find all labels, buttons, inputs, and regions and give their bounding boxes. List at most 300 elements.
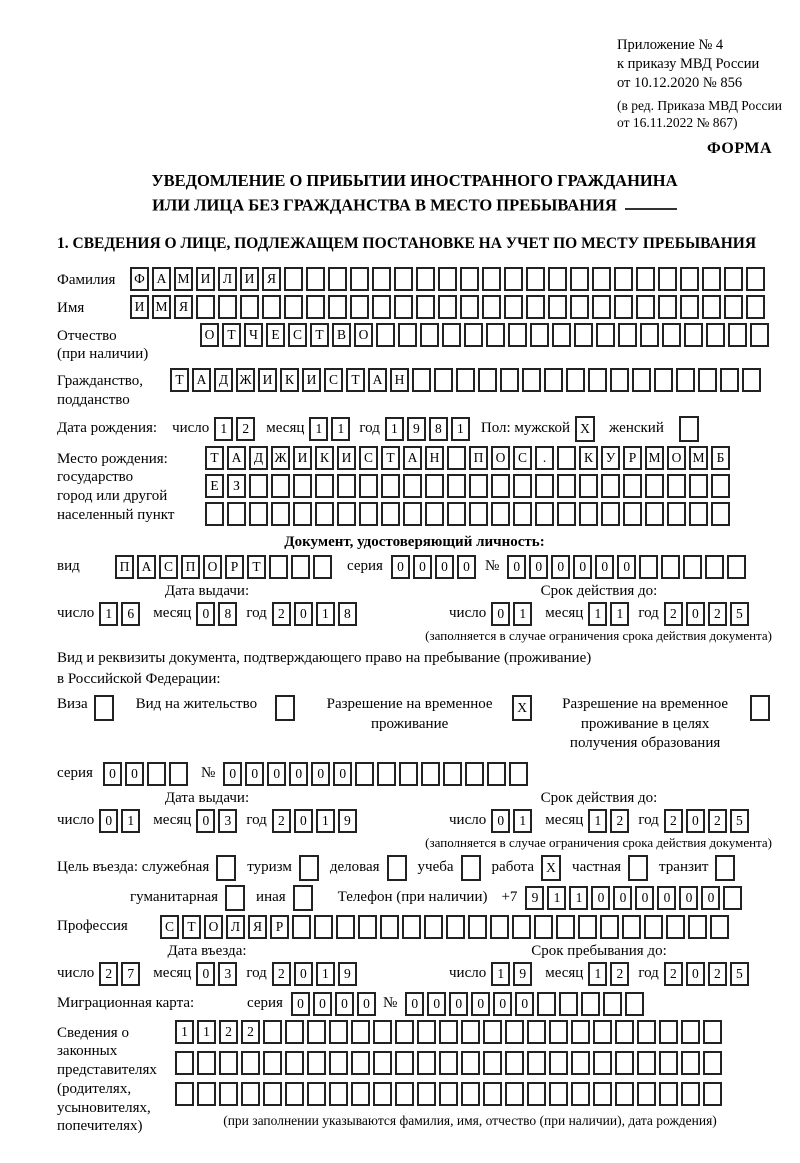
char-box[interactable] bbox=[373, 1020, 392, 1044]
char-box[interactable] bbox=[574, 323, 593, 347]
char-box[interactable] bbox=[513, 502, 532, 526]
char-box[interactable]: 1 bbox=[513, 809, 532, 833]
char-box[interactable] bbox=[412, 368, 431, 392]
char-box[interactable] bbox=[372, 295, 391, 319]
char-box[interactable]: 0 bbox=[196, 602, 215, 626]
char-box[interactable] bbox=[355, 762, 374, 786]
char-box[interactable]: 0 bbox=[196, 809, 215, 833]
char-box[interactable]: 1 bbox=[197, 1020, 216, 1044]
birth-day-input[interactable] bbox=[214, 417, 258, 441]
char-box[interactable] bbox=[469, 474, 488, 498]
char-box[interactable]: И bbox=[240, 267, 259, 291]
char-box[interactable] bbox=[592, 267, 611, 291]
char-box[interactable]: 0 bbox=[635, 886, 654, 910]
char-box[interactable] bbox=[530, 323, 549, 347]
char-box[interactable]: Д bbox=[214, 368, 233, 392]
char-box[interactable]: 0 bbox=[294, 809, 313, 833]
char-box[interactable]: В bbox=[332, 323, 351, 347]
char-box[interactable]: И bbox=[196, 267, 215, 291]
char-box[interactable]: Т bbox=[310, 323, 329, 347]
char-box[interactable]: 5 bbox=[730, 962, 749, 986]
char-box[interactable] bbox=[658, 295, 677, 319]
char-box[interactable]: 0 bbox=[617, 555, 636, 579]
char-box[interactable] bbox=[659, 1082, 678, 1106]
char-box[interactable] bbox=[399, 762, 418, 786]
char-box[interactable] bbox=[395, 1020, 414, 1044]
char-box[interactable]: 2 bbox=[241, 1020, 260, 1044]
char-box[interactable] bbox=[637, 1051, 656, 1075]
char-box[interactable] bbox=[513, 474, 532, 498]
char-box[interactable] bbox=[548, 295, 567, 319]
char-box[interactable] bbox=[425, 474, 444, 498]
char-box[interactable] bbox=[421, 762, 440, 786]
char-box[interactable]: О bbox=[200, 323, 219, 347]
char-box[interactable] bbox=[504, 295, 523, 319]
char-box[interactable]: 2 bbox=[272, 809, 291, 833]
char-box[interactable]: 0 bbox=[313, 992, 332, 1016]
purpose-other-checkbox[interactable] bbox=[293, 885, 313, 911]
birth-year-input[interactable] bbox=[385, 417, 473, 441]
char-box[interactable] bbox=[398, 323, 417, 347]
stay-until-day[interactable] bbox=[491, 962, 535, 986]
char-box[interactable] bbox=[684, 323, 703, 347]
char-box[interactable]: 0 bbox=[427, 992, 446, 1016]
char-box[interactable] bbox=[637, 1082, 656, 1106]
char-box[interactable]: 0 bbox=[491, 809, 510, 833]
char-box[interactable] bbox=[351, 1082, 370, 1106]
char-box[interactable] bbox=[618, 323, 637, 347]
char-box[interactable] bbox=[417, 1020, 436, 1044]
char-box[interactable]: 2 bbox=[708, 962, 727, 986]
char-box[interactable] bbox=[588, 368, 607, 392]
char-box[interactable] bbox=[262, 295, 281, 319]
char-box[interactable]: М bbox=[689, 446, 708, 470]
char-box[interactable] bbox=[683, 555, 702, 579]
char-box[interactable] bbox=[350, 295, 369, 319]
char-box[interactable] bbox=[667, 502, 686, 526]
char-box[interactable] bbox=[559, 992, 578, 1016]
char-box[interactable] bbox=[284, 295, 303, 319]
char-box[interactable] bbox=[175, 1051, 194, 1075]
char-box[interactable] bbox=[241, 1051, 260, 1075]
char-box[interactable] bbox=[614, 267, 633, 291]
char-box[interactable] bbox=[500, 368, 519, 392]
char-box[interactable] bbox=[420, 323, 439, 347]
char-box[interactable]: 1 bbox=[316, 809, 335, 833]
birth-month-input[interactable] bbox=[309, 417, 353, 441]
birthplace-input-row2[interactable] bbox=[205, 474, 733, 498]
char-box[interactable]: Т bbox=[346, 368, 365, 392]
char-box[interactable]: 8 bbox=[338, 602, 357, 626]
char-box[interactable] bbox=[329, 1051, 348, 1075]
char-box[interactable]: 1 bbox=[99, 602, 118, 626]
surname-input[interactable] bbox=[130, 267, 768, 291]
char-box[interactable] bbox=[486, 323, 505, 347]
char-box[interactable] bbox=[469, 502, 488, 526]
char-box[interactable] bbox=[680, 295, 699, 319]
char-box[interactable] bbox=[337, 474, 356, 498]
char-box[interactable]: 1 bbox=[491, 962, 510, 986]
char-box[interactable] bbox=[593, 1082, 612, 1106]
char-box[interactable]: 9 bbox=[338, 809, 357, 833]
char-box[interactable] bbox=[372, 267, 391, 291]
char-box[interactable] bbox=[447, 446, 466, 470]
mc-series-input[interactable] bbox=[291, 992, 379, 1016]
char-box[interactable] bbox=[504, 267, 523, 291]
char-box[interactable] bbox=[544, 368, 563, 392]
char-box[interactable] bbox=[424, 915, 443, 939]
char-box[interactable] bbox=[402, 915, 421, 939]
char-box[interactable]: 0 bbox=[391, 555, 410, 579]
char-box[interactable] bbox=[527, 1051, 546, 1075]
char-box[interactable] bbox=[487, 762, 506, 786]
stay-issue-day[interactable] bbox=[99, 809, 143, 833]
char-box[interactable] bbox=[359, 474, 378, 498]
char-box[interactable]: 0 bbox=[196, 962, 215, 986]
char-box[interactable] bbox=[196, 295, 215, 319]
citizenship-input[interactable] bbox=[170, 368, 764, 392]
char-box[interactable] bbox=[552, 323, 571, 347]
char-box[interactable] bbox=[728, 323, 747, 347]
char-box[interactable]: Т bbox=[205, 446, 224, 470]
doc-number-input[interactable] bbox=[507, 555, 749, 579]
char-box[interactable]: 3 bbox=[218, 809, 237, 833]
char-box[interactable] bbox=[601, 502, 620, 526]
char-box[interactable]: 2 bbox=[708, 809, 727, 833]
entry-month[interactable] bbox=[196, 962, 240, 986]
char-box[interactable]: А bbox=[227, 446, 246, 470]
char-box[interactable] bbox=[711, 502, 730, 526]
char-box[interactable]: 0 bbox=[449, 992, 468, 1016]
char-box[interactable]: 1 bbox=[547, 886, 566, 910]
char-box[interactable] bbox=[350, 267, 369, 291]
char-box[interactable]: Я bbox=[174, 295, 193, 319]
char-box[interactable] bbox=[417, 1082, 436, 1106]
char-box[interactable] bbox=[249, 474, 268, 498]
char-box[interactable]: Р bbox=[270, 915, 289, 939]
char-box[interactable] bbox=[614, 295, 633, 319]
char-box[interactable] bbox=[680, 267, 699, 291]
char-box[interactable] bbox=[667, 474, 686, 498]
rvp-checkbox[interactable]: X bbox=[512, 695, 532, 721]
char-box[interactable] bbox=[293, 474, 312, 498]
id-expiry-day[interactable] bbox=[491, 602, 535, 626]
char-box[interactable] bbox=[659, 1051, 678, 1075]
profession-input[interactable] bbox=[160, 915, 732, 939]
char-box[interactable] bbox=[622, 915, 641, 939]
char-box[interactable] bbox=[315, 474, 334, 498]
char-box[interactable] bbox=[373, 1082, 392, 1106]
char-box[interactable]: 2 bbox=[219, 1020, 238, 1044]
char-box[interactable] bbox=[746, 295, 765, 319]
char-box[interactable]: К bbox=[280, 368, 299, 392]
char-box[interactable] bbox=[456, 368, 475, 392]
char-box[interactable] bbox=[698, 368, 717, 392]
char-box[interactable]: О bbox=[667, 446, 686, 470]
stay-expiry-day[interactable] bbox=[491, 809, 535, 833]
char-box[interactable] bbox=[566, 368, 585, 392]
birthplace-input-row3[interactable] bbox=[205, 502, 733, 526]
char-box[interactable]: 8 bbox=[218, 602, 237, 626]
char-box[interactable] bbox=[416, 267, 435, 291]
char-box[interactable]: Н bbox=[390, 368, 409, 392]
char-box[interactable] bbox=[526, 267, 545, 291]
char-box[interactable]: М bbox=[645, 446, 664, 470]
char-box[interactable] bbox=[615, 1082, 634, 1106]
char-box[interactable]: М bbox=[152, 295, 171, 319]
char-box[interactable] bbox=[720, 368, 739, 392]
char-box[interactable]: Л bbox=[218, 267, 237, 291]
char-box[interactable] bbox=[197, 1082, 216, 1106]
char-box[interactable]: 0 bbox=[613, 886, 632, 910]
visa-checkbox[interactable] bbox=[94, 695, 114, 721]
char-box[interactable] bbox=[271, 502, 290, 526]
char-box[interactable] bbox=[623, 502, 642, 526]
char-box[interactable]: 1 bbox=[610, 602, 629, 626]
char-box[interactable]: 0 bbox=[591, 886, 610, 910]
char-box[interactable] bbox=[394, 267, 413, 291]
char-box[interactable] bbox=[240, 295, 259, 319]
char-box[interactable] bbox=[359, 502, 378, 526]
char-box[interactable] bbox=[534, 915, 553, 939]
char-box[interactable] bbox=[439, 1051, 458, 1075]
char-box[interactable] bbox=[337, 502, 356, 526]
char-box[interactable] bbox=[596, 323, 615, 347]
char-box[interactable] bbox=[285, 1082, 304, 1106]
char-box[interactable] bbox=[658, 267, 677, 291]
char-box[interactable] bbox=[442, 323, 461, 347]
char-box[interactable] bbox=[661, 555, 680, 579]
char-box[interactable]: 0 bbox=[333, 762, 352, 786]
char-box[interactable] bbox=[417, 1051, 436, 1075]
char-box[interactable]: 0 bbox=[595, 555, 614, 579]
char-box[interactable] bbox=[483, 1082, 502, 1106]
char-box[interactable]: 1 bbox=[588, 809, 607, 833]
char-box[interactable]: 0 bbox=[529, 555, 548, 579]
char-box[interactable] bbox=[403, 502, 422, 526]
char-box[interactable]: Ч bbox=[244, 323, 263, 347]
char-box[interactable]: 0 bbox=[551, 555, 570, 579]
char-box[interactable] bbox=[380, 915, 399, 939]
id-issue-day[interactable] bbox=[99, 602, 143, 626]
char-box[interactable] bbox=[557, 502, 576, 526]
char-box[interactable] bbox=[557, 446, 576, 470]
representatives-input-row3[interactable] bbox=[175, 1082, 725, 1106]
char-box[interactable]: И bbox=[130, 295, 149, 319]
purpose-study-checkbox[interactable] bbox=[461, 855, 481, 881]
char-box[interactable] bbox=[640, 323, 659, 347]
char-box[interactable] bbox=[689, 502, 708, 526]
char-box[interactable] bbox=[505, 1051, 524, 1075]
char-box[interactable] bbox=[490, 915, 509, 939]
char-box[interactable]: 5 bbox=[730, 602, 749, 626]
char-box[interactable] bbox=[219, 1082, 238, 1106]
char-box[interactable] bbox=[703, 1051, 722, 1075]
char-box[interactable]: П bbox=[181, 555, 200, 579]
purpose-transit-checkbox[interactable] bbox=[715, 855, 735, 881]
char-box[interactable]: Д bbox=[249, 446, 268, 470]
char-box[interactable]: 6 bbox=[121, 602, 140, 626]
char-box[interactable] bbox=[314, 915, 333, 939]
char-box[interactable] bbox=[632, 368, 651, 392]
char-box[interactable] bbox=[269, 555, 288, 579]
char-box[interactable]: 0 bbox=[657, 886, 676, 910]
char-box[interactable] bbox=[446, 915, 465, 939]
char-box[interactable] bbox=[438, 295, 457, 319]
char-box[interactable] bbox=[491, 474, 510, 498]
char-box[interactable] bbox=[654, 368, 673, 392]
char-box[interactable]: Б bbox=[711, 446, 730, 470]
char-box[interactable]: Н bbox=[425, 446, 444, 470]
char-box[interactable] bbox=[394, 295, 413, 319]
char-box[interactable]: 0 bbox=[335, 992, 354, 1016]
char-box[interactable]: 0 bbox=[294, 962, 313, 986]
purpose-private-checkbox[interactable] bbox=[628, 855, 648, 881]
char-box[interactable] bbox=[703, 1020, 722, 1044]
char-box[interactable]: 0 bbox=[491, 602, 510, 626]
char-box[interactable] bbox=[549, 1020, 568, 1044]
char-box[interactable]: 1 bbox=[316, 962, 335, 986]
char-box[interactable] bbox=[468, 915, 487, 939]
char-box[interactable] bbox=[205, 502, 224, 526]
char-box[interactable]: У bbox=[601, 446, 620, 470]
char-box[interactable] bbox=[461, 1051, 480, 1075]
char-box[interactable] bbox=[710, 915, 729, 939]
char-box[interactable]: 0 bbox=[223, 762, 242, 786]
char-box[interactable]: 0 bbox=[103, 762, 122, 786]
char-box[interactable] bbox=[491, 502, 510, 526]
char-box[interactable] bbox=[461, 1020, 480, 1044]
char-box[interactable] bbox=[689, 474, 708, 498]
char-box[interactable] bbox=[593, 1051, 612, 1075]
char-box[interactable]: 0 bbox=[679, 886, 698, 910]
residence-permit-checkbox[interactable] bbox=[275, 695, 295, 721]
char-box[interactable]: 0 bbox=[493, 992, 512, 1016]
char-box[interactable] bbox=[465, 762, 484, 786]
char-box[interactable] bbox=[373, 1051, 392, 1075]
char-box[interactable]: 9 bbox=[407, 417, 426, 441]
stay-expiry-month[interactable] bbox=[588, 809, 632, 833]
char-box[interactable]: 1 bbox=[451, 417, 470, 441]
char-box[interactable]: И bbox=[258, 368, 277, 392]
char-box[interactable] bbox=[395, 1051, 414, 1075]
char-box[interactable] bbox=[439, 1082, 458, 1106]
char-box[interactable]: 2 bbox=[610, 809, 629, 833]
char-box[interactable] bbox=[447, 502, 466, 526]
char-box[interactable] bbox=[306, 295, 325, 319]
char-box[interactable]: 0 bbox=[125, 762, 144, 786]
char-box[interactable]: Р bbox=[623, 446, 642, 470]
char-box[interactable]: 2 bbox=[610, 962, 629, 986]
char-box[interactable]: 1 bbox=[513, 602, 532, 626]
char-box[interactable]: Т bbox=[247, 555, 266, 579]
char-box[interactable]: Т bbox=[170, 368, 189, 392]
char-box[interactable]: З bbox=[227, 474, 246, 498]
char-box[interactable]: 9 bbox=[338, 962, 357, 986]
char-box[interactable] bbox=[447, 474, 466, 498]
char-box[interactable]: Л bbox=[226, 915, 245, 939]
char-box[interactable] bbox=[285, 1051, 304, 1075]
char-box[interactable]: 2 bbox=[99, 962, 118, 986]
char-box[interactable] bbox=[381, 502, 400, 526]
char-box[interactable] bbox=[681, 1051, 700, 1075]
char-box[interactable] bbox=[263, 1051, 282, 1075]
char-box[interactable] bbox=[600, 915, 619, 939]
char-box[interactable] bbox=[645, 502, 664, 526]
char-box[interactable] bbox=[639, 555, 658, 579]
char-box[interactable] bbox=[307, 1082, 326, 1106]
char-box[interactable] bbox=[505, 1020, 524, 1044]
char-box[interactable]: А bbox=[192, 368, 211, 392]
char-box[interactable] bbox=[508, 323, 527, 347]
char-box[interactable] bbox=[527, 1082, 546, 1106]
char-box[interactable] bbox=[636, 267, 655, 291]
char-box[interactable] bbox=[219, 1051, 238, 1075]
char-box[interactable]: К bbox=[579, 446, 598, 470]
char-box[interactable] bbox=[535, 502, 554, 526]
char-box[interactable] bbox=[395, 1082, 414, 1106]
char-box[interactable]: 0 bbox=[405, 992, 424, 1016]
char-box[interactable]: 2 bbox=[236, 417, 255, 441]
char-box[interactable] bbox=[315, 502, 334, 526]
char-box[interactable] bbox=[579, 502, 598, 526]
char-box[interactable]: 2 bbox=[664, 962, 683, 986]
char-box[interactable] bbox=[615, 1020, 634, 1044]
char-box[interactable] bbox=[702, 295, 721, 319]
char-box[interactable] bbox=[284, 267, 303, 291]
char-box[interactable]: 1 bbox=[309, 417, 328, 441]
char-box[interactable] bbox=[512, 915, 531, 939]
char-box[interactable] bbox=[483, 1020, 502, 1044]
char-box[interactable]: Ф bbox=[130, 267, 149, 291]
char-box[interactable]: С bbox=[513, 446, 532, 470]
char-box[interactable] bbox=[636, 295, 655, 319]
char-box[interactable]: Т bbox=[381, 446, 400, 470]
doc-series-input[interactable] bbox=[391, 555, 479, 579]
char-box[interactable]: 1 bbox=[316, 602, 335, 626]
char-box[interactable]: С bbox=[359, 446, 378, 470]
char-box[interactable]: С bbox=[160, 915, 179, 939]
char-box[interactable]: 0 bbox=[471, 992, 490, 1016]
char-box[interactable]: 0 bbox=[515, 992, 534, 1016]
char-box[interactable]: П bbox=[115, 555, 134, 579]
stay-series-input[interactable] bbox=[103, 762, 191, 786]
char-box[interactable] bbox=[478, 368, 497, 392]
char-box[interactable]: 0 bbox=[267, 762, 286, 786]
entry-day[interactable] bbox=[99, 962, 143, 986]
char-box[interactable] bbox=[328, 295, 347, 319]
char-box[interactable] bbox=[688, 915, 707, 939]
char-box[interactable] bbox=[571, 1082, 590, 1106]
id-issue-month[interactable] bbox=[196, 602, 240, 626]
char-box[interactable] bbox=[336, 915, 355, 939]
char-box[interactable] bbox=[727, 555, 746, 579]
char-box[interactable] bbox=[750, 323, 769, 347]
char-box[interactable]: А bbox=[403, 446, 422, 470]
purpose-tourism-checkbox[interactable] bbox=[299, 855, 319, 881]
char-box[interactable] bbox=[241, 1082, 260, 1106]
stay-until-month[interactable] bbox=[588, 962, 632, 986]
char-box[interactable]: 0 bbox=[357, 992, 376, 1016]
char-box[interactable]: 1 bbox=[175, 1020, 194, 1044]
stay-expiry-year[interactable] bbox=[664, 809, 752, 833]
char-box[interactable]: 0 bbox=[701, 886, 720, 910]
patronymic-input[interactable] bbox=[200, 323, 772, 347]
char-box[interactable]: 0 bbox=[311, 762, 330, 786]
char-box[interactable]: Е bbox=[266, 323, 285, 347]
char-box[interactable] bbox=[293, 502, 312, 526]
char-box[interactable] bbox=[723, 886, 742, 910]
